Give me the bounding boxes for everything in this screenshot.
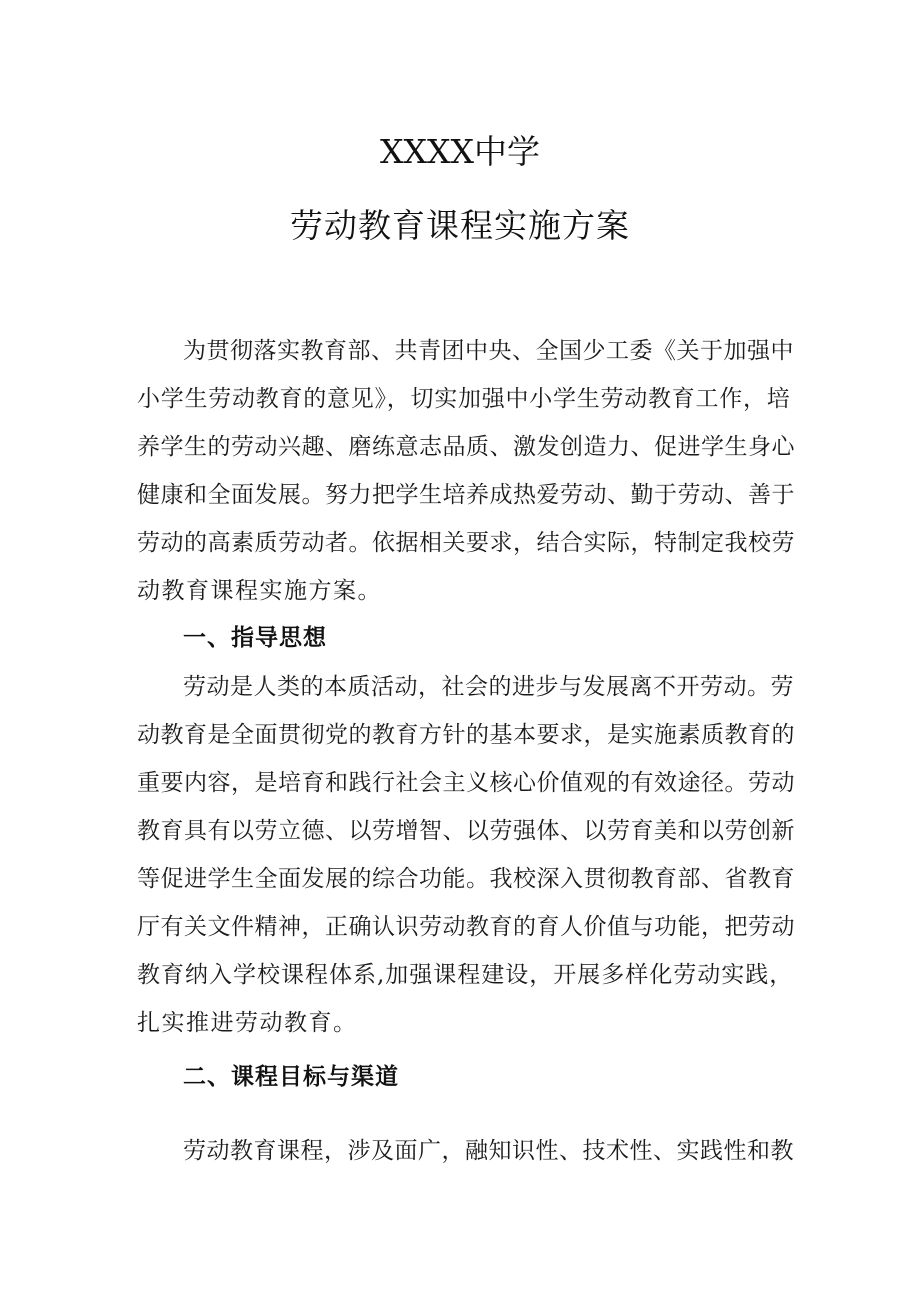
section1-line-5: 等促进学生全面发展的综合功能。我校深入贯彻教育部、省教育 [137,866,795,892]
section1-line-8: 扎实推进劳动教育。 [137,1010,358,1036]
intro-line-5: 劳动的高素质劳动者。依据相关要求，结合实际，特制定我校劳 [137,530,795,556]
document-title-school: XXXX中学 [380,132,540,171]
section1-line-6: 厅有关文件精神，正确认识劳动教育的育人价值与功能，把劳动 [137,914,795,940]
section1-line-2: 动教育是全面贯彻党的教育方针的基本要求，是实施素质教育的 [137,722,795,748]
section1-line-7: 教育纳入学校课程体系,加强课程建设，开展多样化劳动实践， [137,962,794,988]
intro-line-3: 养学生的劳动兴趣、磨练意志品质、激发创造力、促进学生身心 [137,434,795,460]
section1-line-4: 教育具有以劳立德、以劳增智、以劳强体、以劳育美和以劳创新 [137,818,795,844]
intro-line-4: 健康和全面发展。努力把学生培养成热爱劳动、勤于劳动、善于 [137,482,795,508]
intro-line-1: 为贯彻落实教育部、共青团中央、全国少工委《关于加强中 [183,338,794,364]
section1-line-1: 劳动是人类的本质活动，社会的进步与发展离不开劳动。劳 [183,674,794,700]
section2-heading: 二、课程目标与渠道 [183,1064,399,1090]
document-title-plan: 劳动教育课程实施方案 [290,206,630,245]
section2-line-1: 劳动教育课程，涉及面广，融知识性、技术性、实践性和教 [183,1138,794,1164]
intro-line-2: 小学生劳动教育的意见》，切实加强中小学生劳动教育工作，培 [137,386,791,412]
intro-line-6: 动教育课程实施方案。 [137,578,382,604]
section1-heading: 一、指导思想 [183,625,327,651]
section1-line-3: 重要内容，是培育和践行社会主义核心价值观的有效途径。劳动 [137,770,795,796]
